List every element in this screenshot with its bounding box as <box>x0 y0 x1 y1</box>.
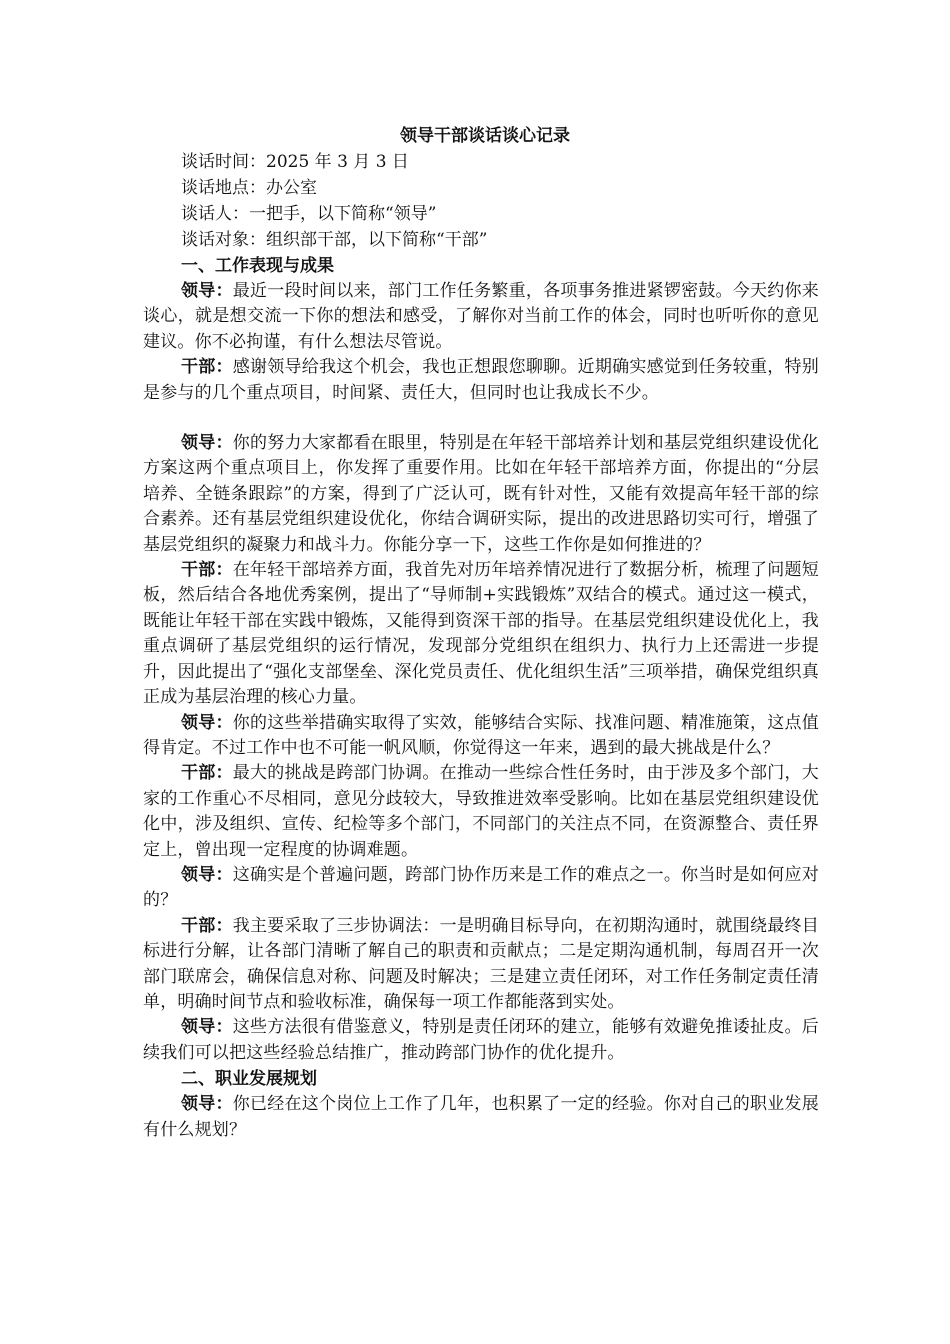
dialogue-paragraph <box>143 863 819 914</box>
speaker-label: 干部： <box>181 560 233 581</box>
dialogue-text: 你的努力大家都看在眼里，特别是在年轻干部培养计划和基层党组织建设优化方案这两个重点项目上，你发挥了重要作用。比如在年轻干部培养方面，你提出的“分层培养、全链条跟踪”的方案，得到了广泛认可，既有针对性，又能有效提高年轻干部的综合素养。还有基层党组织建设优化，你结合调研实际，提出的改进思路切实可行，增强了基层党组织的凝聚力和战斗力。你能分享一下，这些工作你是如何推进的？ <box>143 433 819 555</box>
section-heading: 一、工作表现与成果 <box>181 256 334 276</box>
dialogue-text: 最大的挑战是跨部门协调。在推动一些综合性任务时，由于涉及多个部门，大家的工作重心不尽相同，意见分歧较大，导致推进效率受影响。比如在基层党组织建设优化中，涉及组织、宣传、纪检等多个部门，不同部门的关注点不同，在资源整合、责任界定上，曾出现一定程度的协调难题。 <box>143 763 819 860</box>
speaker-label: 领导： <box>181 281 233 301</box>
dialogue-text: 我主要采取了三步协调法：一是明确目标导向，在初期沟通时，就围绕最终目标进行分解，让各部门清晰了解自己的职责和贡献点；二是定期沟通机制，每周召开一次部门联席会，确保信息对称、问题及时解决；三是建立责任闭环，对工作任务制定责任清单，明确时间节点和验收标准，确保每一项工作都能落到实处。 <box>143 915 819 1012</box>
dialogue-text: 最近一段时间以来，部门工作任务繁重，各项事务推进紧锣密鼓。今天约你来谈心，就是想交流一下你的想法和感受，了解你对当前工作的体会，同时也听听你的意见建议。你不必拘谨，有什么想法尽管说。 <box>143 281 819 352</box>
dialogue-text: 这确实是个普遍问题，跨部门协作历来是工作的难点之一。你当时是如何应对的？ <box>143 864 819 911</box>
dialogue-paragraph <box>143 431 819 558</box>
dialogue-text: 你的这些举措确实取得了实效，能够结合实际、找准问题、精准施策，这点值得肯定。不过工作中也不可能一帆风顺，你觉得这一年来，遇到的最大挑战是什么？ <box>143 712 819 758</box>
dialogue-paragraph <box>143 279 819 355</box>
paragraph-gap <box>143 406 819 431</box>
speaker-label: 干部： <box>181 357 233 378</box>
dialogue-paragraph <box>143 711 819 762</box>
dialogue-text: 感谢领导给我这个机会，我也正想跟您聊聊。近期确实感觉到任务较重，特别是参与的几个重点项目，时间紧、责任大，但同时也让我成长不少。 <box>143 357 819 403</box>
speaker-label: 领导： <box>181 1094 233 1115</box>
dialogue-text: 这些方法很有借鉴意义，特别是责任闭环的建立，能够有效避免推诿扯皮。后续我们可以把这些经验总结推广，推动跨部门协作的优化提升。 <box>143 1017 819 1063</box>
dialogue-paragraph <box>143 1092 819 1143</box>
dialogue-text: 在年轻干部培养方面，我首先对历年培养情况进行了数据分析，梳理了问题短板，然后结合各地优秀案例，提出了“导师制+实践锻炼”双结合的模式。通过这一模式，既能让年轻干部在实践中锻炼，又能得到资深干部的指导。在基层党组织建设优化上，我重点调研了基层党组织的运行情况，发现部分党组织在组织力、执行力上还需进一步提升，因此提出了“强化支部堡垒、深化党员责任、优化组织生活”三项举措，确保党组织真正成为基层治理的核心力量。 <box>143 560 819 708</box>
document-title: 领导干部谈话谈心记录 <box>400 126 570 146</box>
meta-location: 谈话地点：办公室 <box>181 178 317 198</box>
speaker-label: 领导： <box>181 864 233 885</box>
speaker-label: 领导： <box>181 433 233 454</box>
dialogue-paragraph <box>143 761 819 863</box>
speaker-label: 领导： <box>181 1017 233 1038</box>
meta-time: 谈话时间：2025 年 3 月 3 日 <box>181 152 409 172</box>
section-heading: 二、职业发展规划 <box>181 1069 317 1090</box>
speaker-label: 领导： <box>181 712 233 733</box>
dialogue-paragraph <box>143 1015 819 1066</box>
dialogue-text: 你已经在这个岗位上工作了几年，也积累了一定的经验。你对自己的职业发展有什么规划？ <box>143 1094 819 1140</box>
speaker-label: 干部： <box>181 763 233 784</box>
meta-interviewer: 谈话人：一把手，以下简称“领导” <box>181 204 437 224</box>
speaker-label: 干部： <box>181 915 233 936</box>
dialogue-paragraph <box>143 914 819 1016</box>
dialogue-paragraph <box>143 355 819 406</box>
meta-interviewee: 谈话对象：组织部干部，以下简称“干部” <box>181 230 488 250</box>
dialogue-paragraph <box>143 558 819 710</box>
document-body <box>143 123 819 1143</box>
